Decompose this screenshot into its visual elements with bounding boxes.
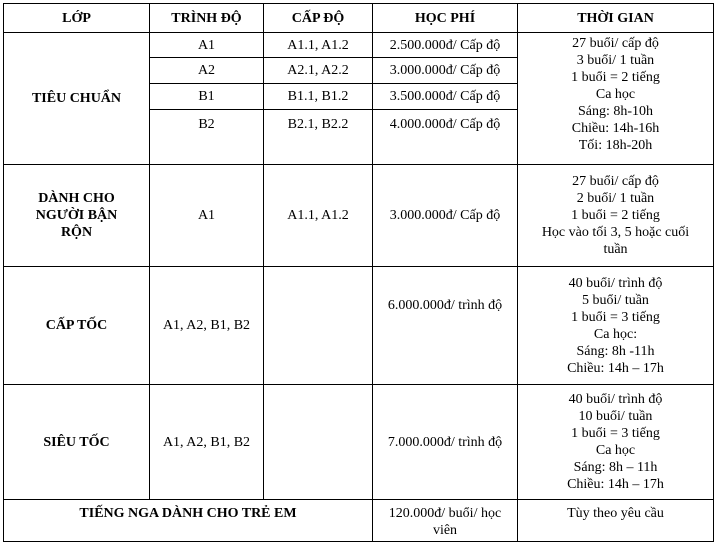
table-cell: A1 xyxy=(150,33,264,58)
header-hoc-phi: HỌC PHÍ xyxy=(373,4,518,33)
schedule-line: Chiều: 14h – 17h xyxy=(567,477,664,492)
class-name-cap-toc: CẤP TỐC xyxy=(4,267,150,385)
schedule-line: 1 buổi = 3 tiếng xyxy=(571,426,660,441)
table-cell: A1.1, A1.2 xyxy=(264,33,373,58)
header-trinh-do: TRÌNH ĐỘ xyxy=(150,4,264,33)
schedule-sieu-toc xyxy=(518,385,714,500)
schedule-line: Sáng: 8h -11h xyxy=(576,343,655,359)
schedule-line: Ca học: xyxy=(593,326,638,342)
table-cell: A1, A2, B1, B2 xyxy=(150,267,264,385)
schedule-line: 27 buổi/ cấp độ xyxy=(572,36,659,51)
table-cell: 3.000.000đ/ Cấp độ xyxy=(373,165,518,267)
tuition-line: viên xyxy=(432,523,458,538)
table-cell: A2.1, A2.2 xyxy=(264,58,373,84)
schedule-line: 1 buổi = 3 tiếng xyxy=(571,309,660,325)
table-row xyxy=(4,33,714,58)
course-table xyxy=(3,3,714,542)
table-cell: B2 xyxy=(150,110,264,165)
schedule-line: 1 buổi = 2 tiếng xyxy=(571,70,660,85)
table-row xyxy=(4,165,714,267)
table-cell xyxy=(264,385,373,500)
schedule-cap-toc xyxy=(518,267,714,385)
schedule-tieu-chuan xyxy=(518,33,714,165)
schedule-line: 40 buổi/ trình độ xyxy=(568,275,663,291)
schedule-line: 40 buổi/ trình độ xyxy=(568,392,663,407)
table-cell: 2.500.000đ/ Cấp độ xyxy=(373,33,518,58)
schedule-tre-em: Tùy theo yêu cầu xyxy=(518,500,714,542)
schedule-line: tuần xyxy=(603,242,628,257)
table-cell: 7.000.000đ/ trình độ xyxy=(373,385,518,500)
header-lop: LỚP xyxy=(4,4,150,33)
table-cell xyxy=(264,267,373,385)
class-name-tieu-chuan: TIÊU CHUẨN xyxy=(4,33,150,165)
tuition-line: 120.000đ/ buổi/ học xyxy=(388,506,502,521)
table-cell: 6.000.000đ/ trình độ xyxy=(373,267,518,385)
table-cell: A2 xyxy=(150,58,264,84)
table-cell: 3.000.000đ/ Cấp độ xyxy=(373,58,518,84)
schedule-line: Chiều: 14h – 17h xyxy=(567,360,664,376)
tuition-tre-em xyxy=(373,500,518,542)
schedule-line: 27 buổi/ cấp độ xyxy=(572,174,659,189)
table-cell: B1 xyxy=(150,84,264,110)
class-name-line: RỘN xyxy=(60,225,93,240)
table-cell: A1.1, A1.2 xyxy=(264,165,373,267)
table-row xyxy=(4,267,714,385)
class-name-sieu-toc: SIÊU TỐC xyxy=(4,385,150,500)
table-cell: 3.500.000đ/ Cấp độ xyxy=(373,84,518,110)
header-row xyxy=(4,4,714,33)
class-name-tre-em: TIẾNG NGA DÀNH CHO TRẺ EM xyxy=(4,500,373,542)
class-name-ban-ron xyxy=(4,165,150,267)
header-thoi-gian: THỜI GIAN xyxy=(518,4,714,33)
schedule-line: 10 buổi/ tuần xyxy=(578,409,653,424)
schedule-line: 5 buổi/ tuần xyxy=(582,292,649,308)
schedule-line: Tối: 18h-20h xyxy=(578,138,653,153)
schedule-line: 3 buổi/ 1 tuần xyxy=(576,53,655,68)
schedule-ban-ron xyxy=(518,165,714,267)
table-cell: A1, A2, B1, B2 xyxy=(150,385,264,500)
table-cell: 4.000.000đ/ Cấp độ xyxy=(373,110,518,165)
table-row xyxy=(4,500,714,542)
table-cell: B2.1, B2.2 xyxy=(264,110,373,165)
class-name-line: DÀNH CHO xyxy=(38,191,115,206)
schedule-line: Chiều: 14h-16h xyxy=(571,121,660,136)
schedule-line: 1 buổi = 2 tiếng xyxy=(571,208,660,223)
schedule-line: Sáng: 8h – 11h xyxy=(573,460,658,475)
table-cell: B1.1, B1.2 xyxy=(264,84,373,110)
class-name-line: NGƯỜI BẬN xyxy=(35,208,118,223)
schedule-line: Ca học xyxy=(595,443,636,458)
schedule-line: Ca học xyxy=(595,87,636,102)
table-row xyxy=(4,385,714,500)
header-cap-do: CẤP ĐỘ xyxy=(264,4,373,33)
course-table-container xyxy=(3,3,714,542)
schedule-line: Học vào tối 3, 5 hoặc cuối xyxy=(541,225,690,240)
table-cell: A1 xyxy=(150,165,264,267)
schedule-line: 2 buổi/ 1 tuần xyxy=(576,191,655,206)
schedule-line: Sáng: 8h-10h xyxy=(577,104,654,119)
